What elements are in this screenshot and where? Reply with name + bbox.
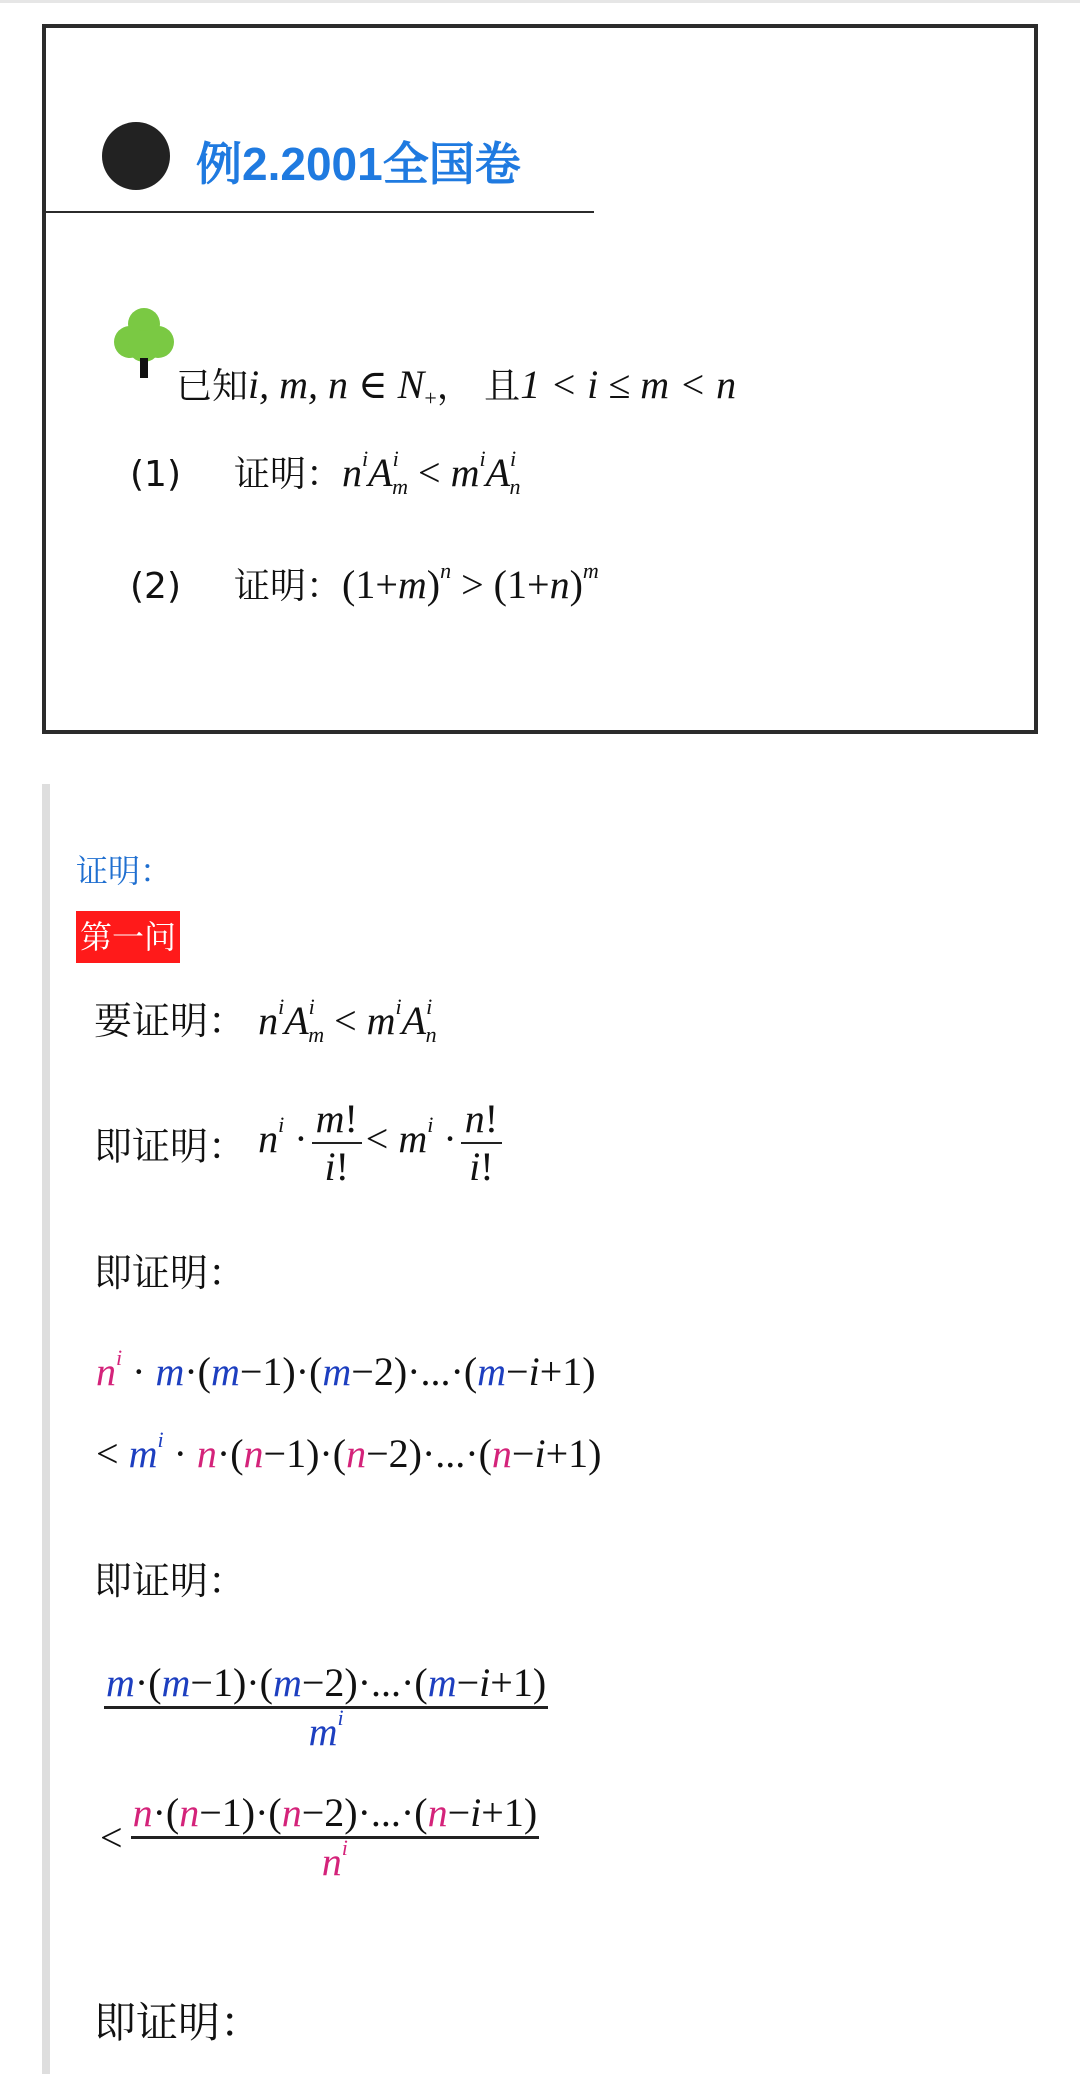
question-1-number: (1) [130,454,181,495]
question-1-label: 证明： [234,454,343,495]
proof-expression-lower: < $m^i \cdot n\cdot(n-1)\cdot(n-2)\cdot...\cdot(n-i+1)$ [96,1427,602,1476]
question-2-formula: $(1+m)^n > (1+n)^m$ [342,558,599,607]
proof-step-1-formula: $n^iA^i_m < m^iA^i_n$ [258,994,437,1047]
given-vars: i, m, n ∈ $N_+$ [248,362,437,411]
question-1-formula: $n^iA^i_m < m^iA^i_n$ [342,446,521,499]
given-statement [176,358,736,409]
proof-step-7: 即证明： [94,1998,263,2047]
proof-step-2-formula: $n^i$ · $\frac{m!}{i!}$ < $m^i$ · $\frac{n!}{i!}$ [258,1116,506,1161]
question-2-label: 证明： [234,566,343,607]
proof-step-3: 即证明： [94,1251,247,1295]
problem-card [42,24,1038,734]
title-row [102,120,662,196]
question-2 [130,558,599,609]
proof-step-2 [94,1096,506,1206]
proof-step-5: 即证明： [94,1559,247,1603]
problem-title: 例2.2001全国卷 [196,138,521,190]
given-mid: ， 且 [436,366,521,407]
title-underline [46,211,594,213]
proof-step-1-label: 要证明： [94,999,247,1043]
proof-fraction-m: $\frac{m\cdot(m-1)\cdot(m-2)\cdot...\cdot(m-i+1)}{m^i}$ [106,1660,547,1754]
solution-sidebar-bar [42,784,50,2074]
proof-step-2-label: 即证明： [94,1124,247,1169]
given-condition: 1 < i ≤ m < n [520,362,737,407]
question-1 [130,446,521,497]
proof-label: 证明： [76,852,173,890]
proof-step-1 [94,990,437,1045]
part-one-badge: 第一问 [76,911,180,963]
proof-fraction-n: < $\frac{n\cdot(n-1)\cdot(n-2)\cdot...\cdot(n-i+1)}{n^i}$ [100,1790,538,1884]
given-prefix: 已知 [176,366,249,407]
question-2-number: (2) [130,566,181,607]
tree-icon [112,306,176,392]
proof-expression-upper: $n^i \cdot m\cdot(m-1)\cdot(m-2)\cdot...\cdot(m-i+1)$ [96,1345,596,1394]
bullet-circle-icon [102,122,170,190]
top-divider [0,0,1080,3]
